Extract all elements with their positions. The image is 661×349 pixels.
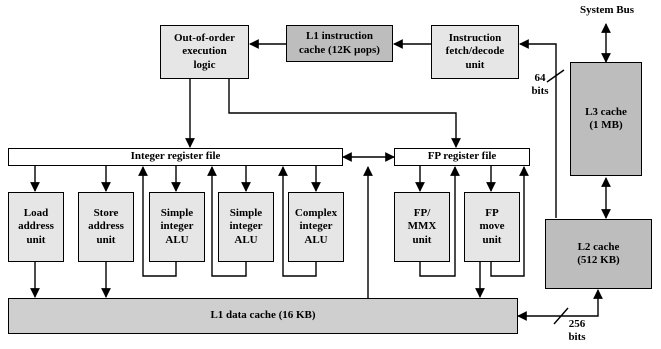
l3-cache: L3 cache (1 MB) bbox=[570, 62, 642, 176]
load-address-unit: Load address unit bbox=[8, 192, 64, 262]
out-of-order-execution-logic: Out-of-order execution logic bbox=[160, 25, 249, 79]
bus-256-label: 256 bits bbox=[568, 318, 586, 343]
l1-instruction-cache: L1 instruction cache (12K µops) bbox=[286, 25, 393, 62]
fp-mmx-unit: FP/ MMX unit bbox=[394, 192, 450, 262]
integer-register-file: Integer register file bbox=[8, 148, 343, 166]
simple-integer-alu-1: Simple integer ALU bbox=[149, 192, 205, 262]
l1-data-cache: L1 data cache (16 KB) bbox=[8, 298, 518, 334]
system-bus-label: System Bus bbox=[579, 4, 635, 16]
simple-integer-alu-2: Simple integer ALU bbox=[218, 192, 274, 262]
store-address-unit: Store address unit bbox=[78, 192, 134, 262]
l2-cache: L2 cache (512 KB) bbox=[545, 219, 652, 289]
fp-register-file: FP register file bbox=[394, 148, 530, 166]
complex-integer-alu: Complex integer ALU bbox=[288, 192, 344, 262]
instruction-fetch-decode-unit: Instruction fetch/decode unit bbox=[431, 25, 519, 79]
bus-64-label: 64 bits bbox=[531, 72, 549, 97]
arrow-l2-to-ifetch bbox=[520, 44, 556, 218]
fp-move-unit: FP move unit bbox=[464, 192, 520, 262]
arrow-ooo-to-fp bbox=[229, 79, 456, 147]
arrow-l1d-l2 bbox=[518, 290, 598, 316]
